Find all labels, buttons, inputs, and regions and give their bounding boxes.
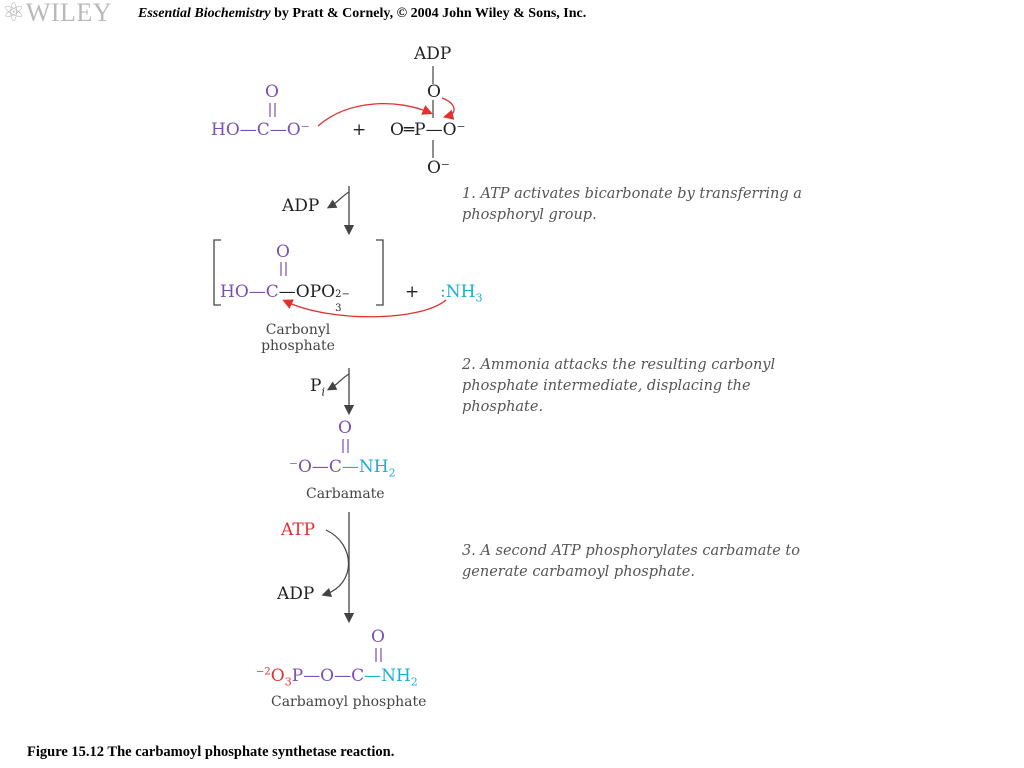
bicarbonate-formula: HO—C—O⁻	[211, 120, 310, 140]
product-top-oxygen: O	[371, 627, 385, 647]
reactant-plus: +	[352, 120, 367, 140]
carbamate-top-oxygen: O	[338, 418, 352, 438]
bond-break-arrow	[442, 98, 454, 116]
wiley-emblem-icon: ⚛	[2, 0, 26, 27]
product-formula: $^{-2}O_3P—O—C—NH_2$	[256, 666, 418, 689]
step2-leaving-arrow	[331, 374, 349, 388]
product-name: Carbamoyl phosphate	[271, 694, 427, 710]
bracket-right	[376, 240, 383, 305]
step2-description: 2. Ammonia attacks the resulting carbonyl phosphate intermediate, displacing the phosphate.	[462, 357, 776, 415]
intermediate-name: Carbonyl phosphate	[261, 322, 335, 354]
ammonia: $:NH_3$	[440, 282, 483, 305]
step1-adp: ADP	[282, 196, 320, 216]
step3-atp-adp-arrow	[326, 530, 349, 594]
figure-caption: Figure 15.12 The carbamoyl phosphate synthetase reaction.	[27, 744, 395, 760]
phosphate-o-top: O	[427, 82, 441, 102]
step1-description: 1. ATP activates bicarbonate by transferring a phosphoryl group.	[462, 186, 802, 223]
step3-description: 3. A second ATP phosphorylates carbamate to generate carbamoyl phosphate.	[462, 543, 800, 580]
carbamate-formula: $^-O—C—NH_2$	[289, 457, 396, 480]
step1-leaving-arrow	[331, 192, 349, 206]
ammonia-attack-arrow	[287, 300, 446, 317]
step3-atp: ATP	[281, 520, 316, 540]
intermediate-plus: +	[405, 282, 420, 302]
phosphate-o-bottom: O⁻	[427, 158, 450, 178]
intermediate-top-oxygen: O	[276, 242, 290, 262]
adp-label-top: ADP	[414, 44, 452, 64]
credit-text: by Pratt & Cornely, © 2004 John Wiley & Sons, Inc.	[270, 6, 587, 21]
bicarbonate-top-oxygen: O	[265, 82, 279, 102]
intermediate-formula: HO—C—OPO 2− 3	[220, 282, 350, 314]
carbamate-name: Carbamate	[306, 486, 385, 502]
step2-pi: $P_i$	[310, 376, 325, 399]
wiley-logo: ⚛WILEY	[2, 0, 113, 27]
phosphate-core: O═P—O⁻	[390, 120, 466, 140]
step3-adp: ADP	[277, 584, 315, 604]
book-title: Essential Biochemistry	[138, 6, 271, 21]
